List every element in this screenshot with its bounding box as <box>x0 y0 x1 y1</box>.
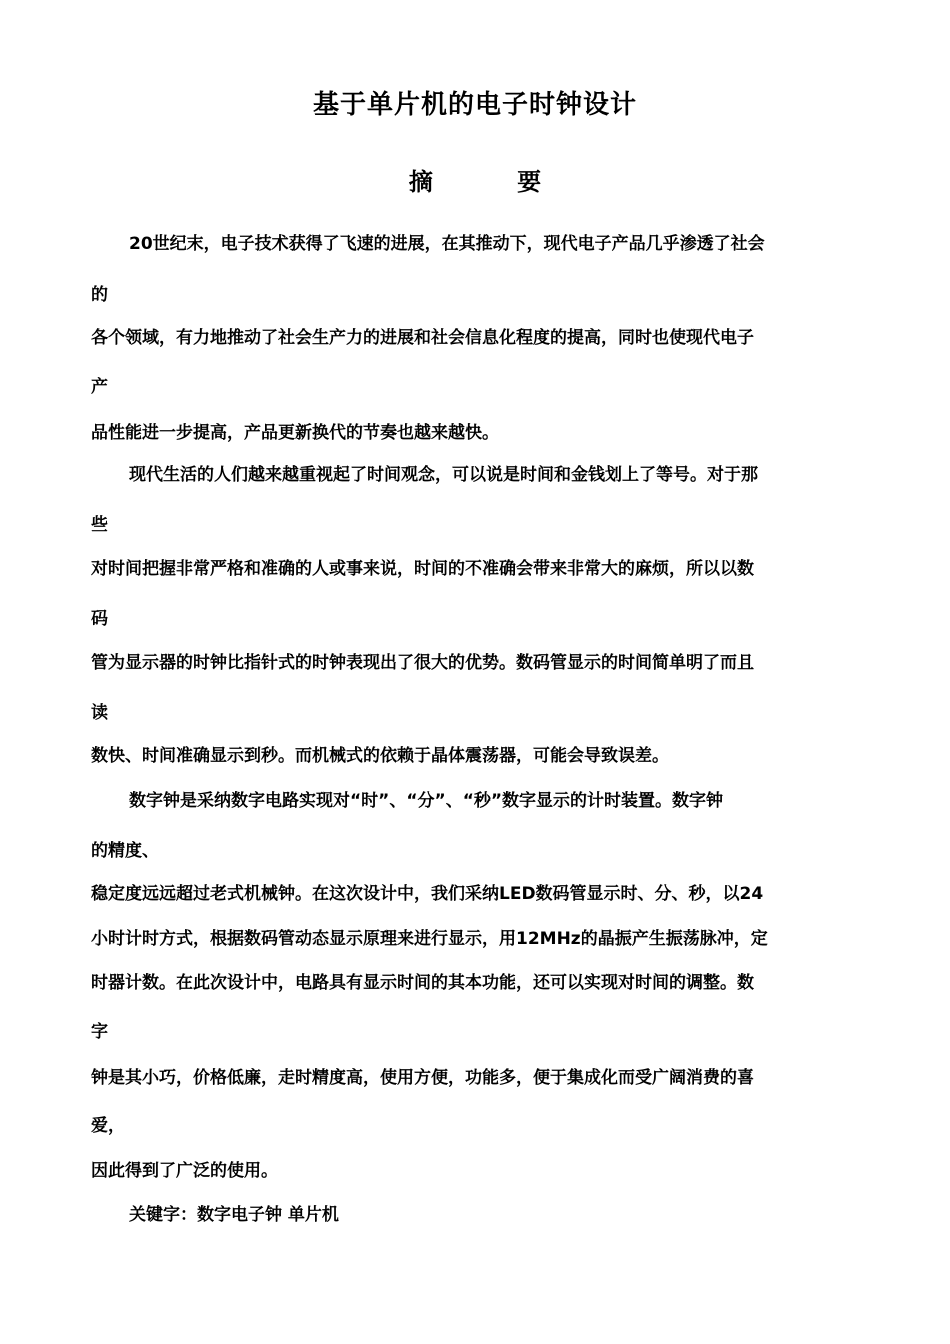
paragraph-line: 数字钟是采纳数字电路实现对“时”、“分”、“秒”数字显示的计时装置。数字钟 <box>129 791 724 811</box>
paragraph-line: 的 <box>91 285 108 305</box>
paragraph-line: 数快、时间准确显示到秒。而机械式的依赖于晶体震荡器，可能会导致误差。 <box>91 746 669 766</box>
paragraph-line: 稳定度远远超过老式机械钟。在这次设计中，我们采纳LED数码管显示时、分、秒，以24 <box>91 884 764 904</box>
paragraph-line: 些 <box>91 515 108 535</box>
paragraph-line: 品性能进一步提高，产品更新换代的节奏也越来越快。 <box>91 423 499 443</box>
paragraph-line: 钟是其小巧，价格低廉，走时精度高，使用方便，功能多，便于集成化而受广阔消费的喜 <box>91 1068 754 1088</box>
paragraph-line: 现代生活的人们越来越重视起了时间观念，可以说是时间和金钱划上了等号。对于那 <box>129 465 758 485</box>
paragraph-line: 管为显示器的时钟比指针式的时钟表现出了很大的优势。数码管显示的时间简单明了而且 <box>91 653 754 673</box>
paragraph-line: 各个领域，有力地推动了社会生产力的进展和社会信息化程度的提高，同时也使现代电子 <box>91 328 754 348</box>
keywords-line: 关键字：数字电子钟 单片机 <box>129 1205 339 1225</box>
document-title: 基于单片机的电子时钟设计 <box>312 90 637 120</box>
paragraph-line: 因此得到了广泛的使用。 <box>91 1161 278 1181</box>
paragraph-line: 爱， <box>91 1116 125 1136</box>
paragraph-line: 读 <box>91 703 108 723</box>
paragraph-line: 时器计数。在此次设计中，电路具有显示时间的其本功能，还可以实现对时间的调整。数 <box>91 973 754 993</box>
paragraph-line: 产 <box>91 377 108 397</box>
paragraph-line: 的精度、 <box>91 841 159 861</box>
abstract-heading: 摘 要 <box>408 168 580 196</box>
paragraph-line: 20世纪末，电子技术获得了飞速的进展，在其推动下，现代电子产品几乎渗透了社会 <box>129 234 765 254</box>
paragraph-line: 字 <box>91 1022 108 1042</box>
paragraph-line: 小时计时方式，根据数码管动态显示原理来进行显示，用12MHz的晶振产生振荡脉冲，定 <box>91 929 768 949</box>
paragraph-line: 码 <box>91 609 108 629</box>
paragraph-line: 对时间把握非常严格和准确的人或事来说，时间的不准确会带来非常大的麻烦，所以以数 <box>91 559 754 579</box>
